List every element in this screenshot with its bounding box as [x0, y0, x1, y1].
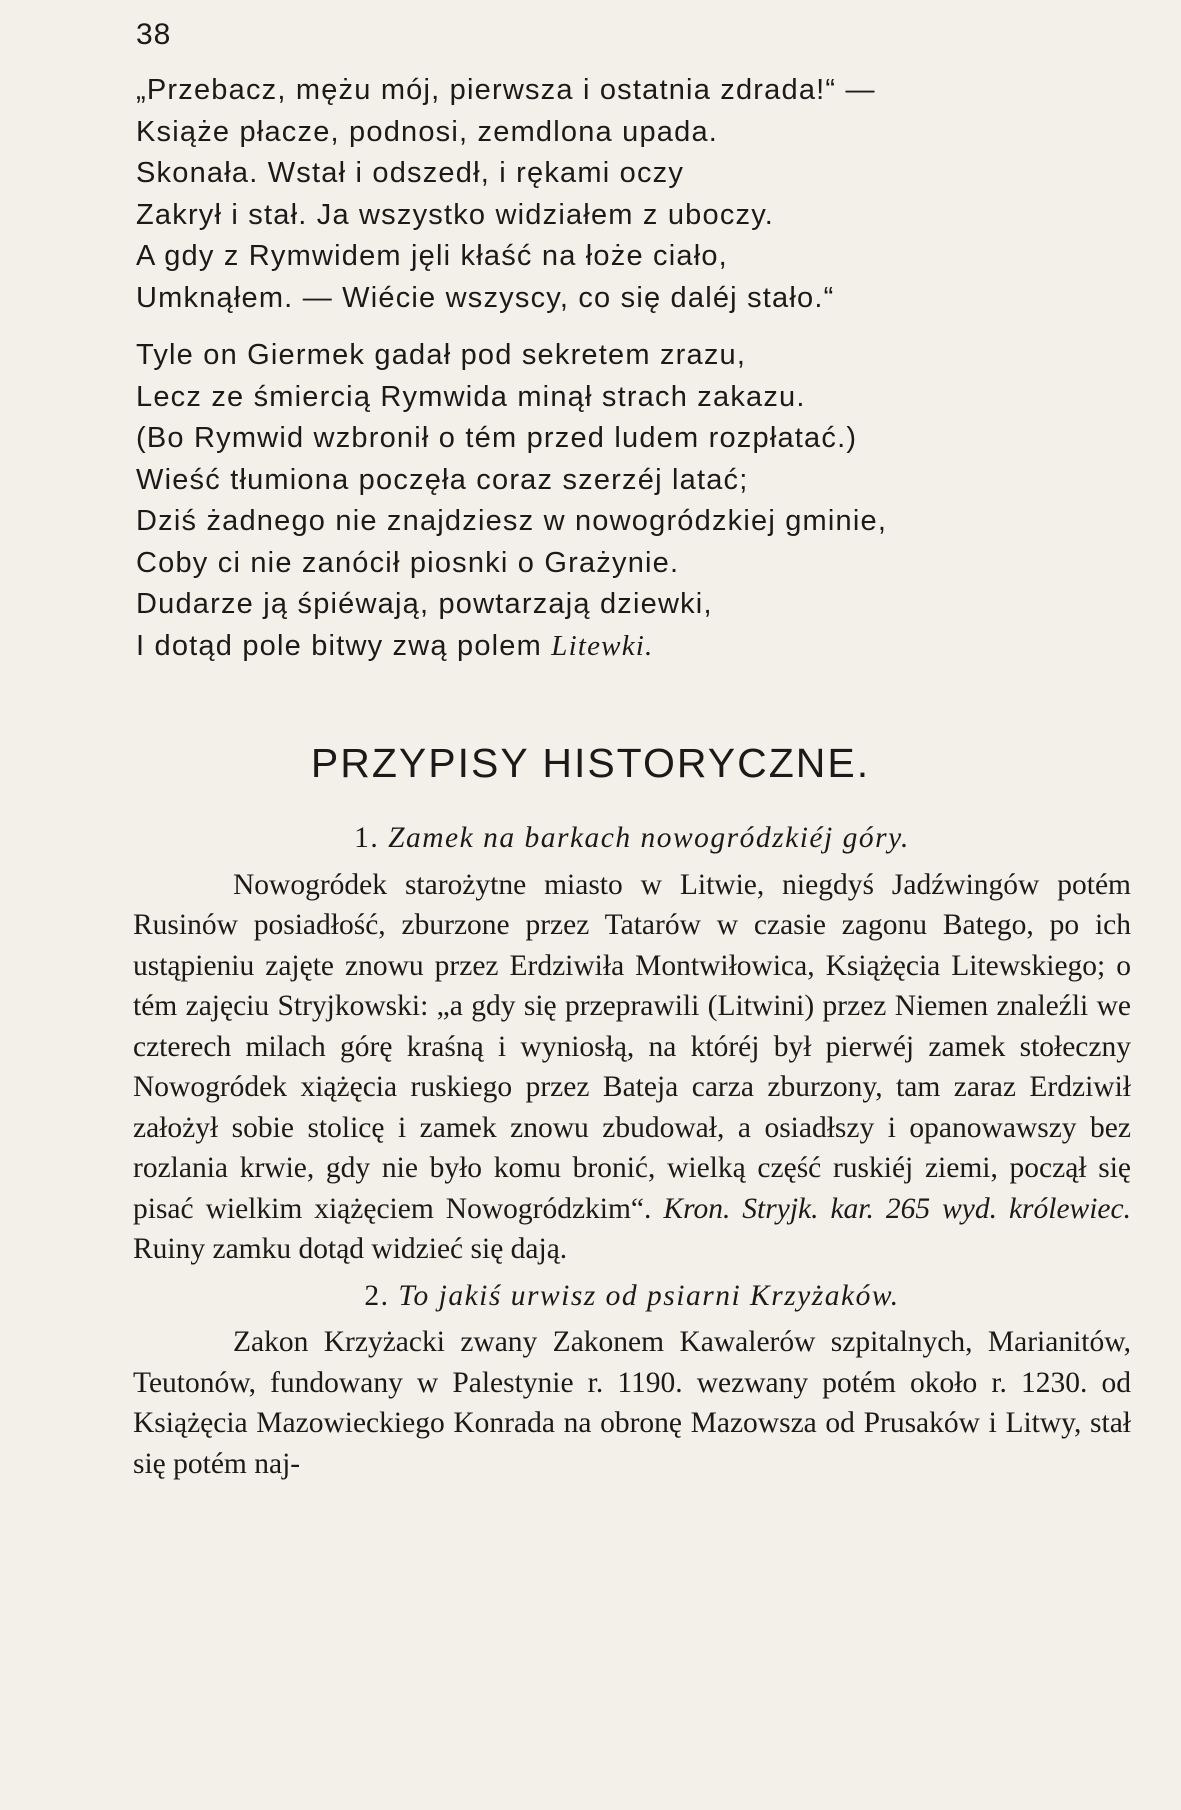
poem-stanza-2: [136, 335, 1036, 667]
note-title: [133, 1276, 1131, 1317]
note-body: [133, 1322, 1131, 1484]
note-title: [133, 818, 1131, 859]
poem-last-line-italic: Litewki.: [551, 629, 654, 662]
section-heading: PRZYPISY HISTORYCZNE.: [310, 740, 871, 786]
note-2: [133, 1276, 1131, 1485]
poem-line: Coby ci nie zanócił piosnki o Grażynie.: [136, 546, 680, 579]
poem-last-line-text: I dotąd pole bitwy zwą polem: [136, 629, 552, 662]
poem-line: Tyle on Giermek gadał pod sekretem zrazu,: [136, 339, 747, 371]
note-number: 1.: [354, 822, 380, 854]
historical-notes: [133, 818, 1131, 1490]
note-body-text: Zakon Krzyżacki zwany Zakonem Kawalerów szpitalnych, Marianitów, Teutonów, fundowany w Palestynie r. 1190. wezwany potém około r. 1230. od Książęcia Mazowieckiego Konrada na obronę Mazowsza od Prusaków i Litwy, stał się potém naj-: [133, 1326, 1131, 1480]
poem-line: Umknąłem. — Wiécie wszyscy, co się daléj stało.“: [136, 281, 835, 314]
poem-line: Skonała. Wstał i odszedł, i rękami oczy: [136, 157, 685, 189]
poem-line: (Bo Rymwid wzbronił o tém przed ludem rozpłatać.): [136, 422, 858, 454]
poem-last-line: [136, 626, 1036, 668]
poem-line: „Przebacz, mężu mój, pierwsza i ostatnia zdrada!“ —: [136, 74, 876, 106]
note-number: 2.: [364, 1279, 390, 1312]
note-1: [133, 818, 1131, 1270]
poem-line: Książe płacze, podnosi, zemdlona upada.: [136, 115, 719, 148]
note-body: [133, 865, 1131, 1270]
page-number: 38: [136, 18, 172, 51]
note-reference: Kron. Stryjk. kar. 265 wyd. królewiec.: [663, 1192, 1131, 1225]
poem: [136, 70, 1036, 667]
note-body-tail: Ruiny zamku dotąd widzieć się dają.: [133, 1233, 568, 1265]
note-body-text: Nowogródek starożytne miasto w Litwie, niegdyś Jadźwingów potém Rusinów posiadłość, zburzone przez Tatarów w czasie zagonu Batego, po ich ustąpieniu zajęte znowu przez Erdziwiła Montwiłowica, Książęcia Litewskiego; o tém zajęciu Stryjkowski: „a gdy się przeprawili (Litwini) przez Niemen znaleźli we czterech milach górę kraśną i wyniosłą, na któréj był pierwéj zamek stołeczny Nowogródek xiążęcia ruskiego przez Bateja carza zburzony, tam zaraz Erdziwił założył sobie stolicę i zamek znowu zbudował, a osiadłszy i opanowawszy bez rozlania krwie, gdy nie było komu bronić, wielką część ruskiéj ziemi, począł się pisać wielkim xiążęciem Nowogródzkim“.: [133, 868, 1131, 1225]
note-title-text: Zamek na barkach nowogródzkiéj góry.: [388, 822, 910, 854]
poem-line: Zakrył i stał. Ja wszystko widziałem z uboczy.: [136, 198, 775, 231]
poem-line: Dziś żadnego nie znajdziesz w nowogródzkiej gminie,: [136, 505, 888, 537]
poem-stanza-1: [136, 70, 1036, 319]
note-title-text: To jakiś urwisz od psiarni Krzyżaków.: [398, 1279, 900, 1312]
poem-line: Dudarze ją śpiéwają, powtarzają dziewki,: [136, 588, 713, 620]
poem-line: Wieść tłumiona poczęła coraz szerzéj latać;: [136, 463, 749, 496]
poem-line: A gdy z Rymwidem jęli kłaść na łoże ciało,: [136, 240, 728, 272]
poem-line: Lecz ze śmiercią Rymwida minął strach zakazu.: [136, 380, 806, 413]
